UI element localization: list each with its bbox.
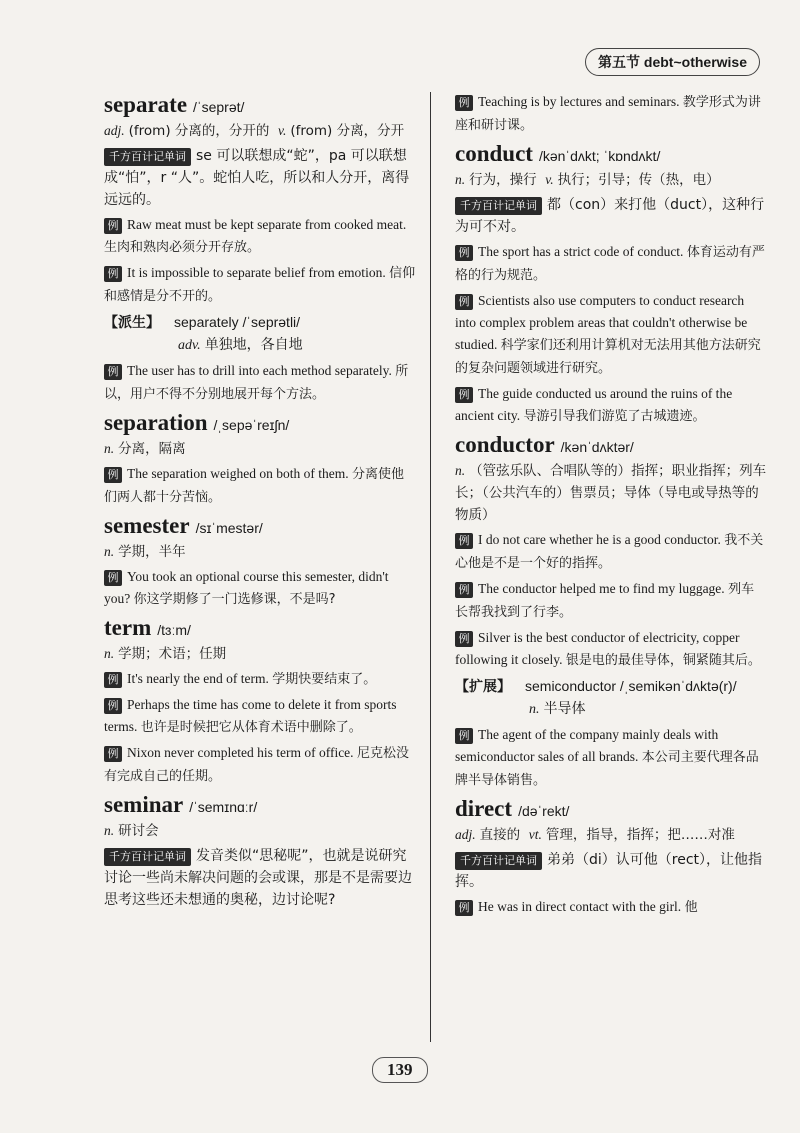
memory-tip: 千方百计记单词 都（con）来打他（duct），这种行为可不对。 <box>455 197 765 235</box>
headword: term <box>104 615 152 640</box>
phonetic: /tɜːm/ <box>157 622 191 638</box>
headword: semester <box>104 513 190 538</box>
definition: n. 分离，隔离 <box>104 441 186 457</box>
example-badge: 例 <box>104 698 122 714</box>
example-badge: 例 <box>455 294 473 310</box>
phonetic: /sɪˈmestər/ <box>195 520 263 536</box>
phonetic: /kənˈdʌkt; ˈkɒndʌkt/ <box>538 148 661 164</box>
entry-separate <box>104 92 416 406</box>
example: 例 The sport has a strict code of conduct. 体育运动有严格的行为规范。 <box>455 244 765 283</box>
example: 例 I do not care whether he is a good conductor. 我不关心他是不是一个好的指挥。 <box>455 532 764 571</box>
example-badge: 例 <box>104 467 122 483</box>
headword: direct <box>455 796 513 821</box>
headword: separation <box>104 410 208 435</box>
example: 例 The separation weighed on both of them. 分离使他们两人都十分苦恼。 <box>104 466 404 505</box>
example-badge: 例 <box>104 218 122 234</box>
definition: adj. 直接的 vt. 管理，指导，指挥；把……对准 <box>455 827 735 843</box>
derivative: 【派生】 separately /ˈseprətli/ adv. 单独地，各自地 <box>104 314 303 353</box>
memory-tip: 千方百计记单词 发音类似“思秘呢”，也就是说研究讨论一些尚未解决问题的会或课，那是不是需要边思考这些还未想通的奥秘，边讨论呢? <box>104 848 412 908</box>
example: 例 Teaching is by lectures and seminars. 教学形式为讲座和研讨课。 <box>455 94 761 133</box>
example-badge: 例 <box>455 582 473 598</box>
definition: n. 学期；术语；任期 <box>104 646 227 662</box>
definition: adj. (from) 分离的，分开的 v. (from) 分离，分开 <box>104 123 405 139</box>
example-badge: 例 <box>104 364 122 380</box>
phonetic: /ˈseprət/ <box>193 99 245 115</box>
memory-badge: 千方百计记单词 <box>104 148 191 166</box>
example-badge: 例 <box>104 570 122 586</box>
example: 例 Nixon never completed his term of office. 尼克松没有完成自己的任期。 <box>104 745 409 784</box>
memory-badge: 千方百计记单词 <box>455 197 542 215</box>
example: 例 It's nearly the end of term. 学期快要结束了。 <box>104 668 416 691</box>
memory-badge: 千方百计记单词 <box>104 848 191 866</box>
example: 例 Perhaps the time has come to delete it from sports terms. 也许是时候把它从体育术语中删除了。 <box>104 697 397 735</box>
example: 例 The guide conducted us around the ruins of the ancient city. 导游引导我们游览了古城遗迹。 <box>455 386 733 424</box>
entry-conduct <box>455 141 767 428</box>
example-badge: 例 <box>455 631 473 647</box>
example-badge: 例 <box>104 746 122 762</box>
section-header-tag: 第五节 debt~otherwise <box>585 48 760 76</box>
page-number: 139 <box>372 1057 428 1083</box>
example-badge: 例 <box>104 266 122 282</box>
example: 例 You took an optional course this semester, didn't you? 你这学期修了一门选修课，不是吗? <box>104 569 389 607</box>
definition: n. 研讨会 <box>104 823 159 839</box>
example: 例 It is impossible to separate belief from emotion. 信仰和感情是分不开的。 <box>104 265 416 304</box>
example-badge: 例 <box>455 387 473 403</box>
entry-semester <box>104 513 416 611</box>
example: 例 He was in direct contact with the girl. 他 <box>455 896 767 919</box>
column-divider <box>430 92 431 1042</box>
example: 例 Silver is the best conductor of electricity, copper following it closely. 银是电的最佳导体，铜紧随其后。 <box>455 630 761 668</box>
memory-tip: 千方百计记单词 弟弟（di）认可他（rect），让他指挥。 <box>455 852 763 890</box>
example-badge: 例 <box>104 672 122 688</box>
example-badge: 例 <box>455 900 473 916</box>
headword: seminar <box>104 792 184 817</box>
extension: 【扩展】 semiconductor /ˌsemikənˈdʌktə(r)/ n. 半导体 <box>455 678 737 717</box>
phonetic: /ˌsepəˈreɪʃn/ <box>213 417 290 433</box>
example-badge: 例 <box>455 245 473 261</box>
definition: n. 行为，操行 v. 执行；引导；传（热，电） <box>455 172 720 188</box>
example: 例 The user has to drill into each method separately. 所以，用户不得不分别地展开每个方法。 <box>104 363 409 402</box>
headword: conduct <box>455 141 533 166</box>
entry-conductor <box>455 432 767 792</box>
entry-direct <box>455 796 767 919</box>
example: 例 The conductor helped me to find my luggage. 列车长帮我找到了行李。 <box>455 581 755 620</box>
entry-separation <box>104 410 416 509</box>
example-badge: 例 <box>455 728 473 744</box>
entry-term <box>104 615 416 788</box>
entry-seminar <box>104 792 416 911</box>
headword: separate <box>104 92 188 117</box>
right-column <box>455 88 767 923</box>
headword: conductor <box>455 432 555 457</box>
phonetic: /ˈsemɪnɑːr/ <box>189 799 258 815</box>
phonetic: /dəˈrekt/ <box>518 803 570 819</box>
definition: n. 学期，半年 <box>104 544 186 560</box>
phonetic: /kənˈdʌktər/ <box>560 439 634 455</box>
example-badge: 例 <box>455 95 473 111</box>
example: 例 Scientists also use computers to conduct research into complex problem areas that couldn't otherwise be studied. 科学家们还利用计算机对无法用其他方法研究的复杂问题领域进行研究。 <box>455 293 761 376</box>
left-column <box>104 88 416 915</box>
example-badge: 例 <box>455 533 473 549</box>
definition: n. （管弦乐队、合唱队等的）指挥；职业指挥；列车长；（公共汽车的）售票员；导体（导电或导热等的物质） <box>455 463 767 523</box>
memory-badge: 千方百计记单词 <box>455 852 542 870</box>
example: 例 Raw meat must be kept separate from cooked meat. 生肉和熟肉必须分开存放。 <box>104 217 407 255</box>
example: 例 The agent of the company mainly deals with semiconductor sales of all brands. 本公司主要代理各品牌半导体销售。 <box>455 727 759 788</box>
memory-tip: 千方百计记单词 se 可以联想成“蛇”，pa 可以联想成“怕”，r “人”。蛇怕人吃，所以和人分开，离得远远的。 <box>104 148 410 208</box>
